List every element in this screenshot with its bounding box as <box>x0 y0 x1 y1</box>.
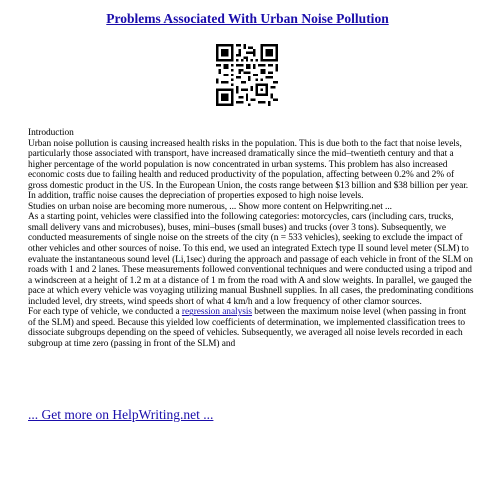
body-paragraph <box>28 307 474 349</box>
paragraph-text: between the maximum noise level (when passing in front of the SLM) and speed. Because this yielded low coefficients of determination, we implemented classification trees to dissociate subgroups depending on the speed of vehicles. Subsequently, we averaged all noise levels recorded in each subgroup at time zero (passing in front of the SLM) and <box>28 307 467 349</box>
body-paragraph: Studies on urban noise are becoming more numerous, ... Show more content on Helpwriting.net ... <box>28 201 392 212</box>
regression-analysis-link[interactable]: regression analysis <box>181 307 253 318</box>
body-paragraph: As a starting point, vehicles were classified into the following categories: motorcycles, cars (including cars, trucks, small delivery vans and microbuses), buses, mini–buses (small buses) and trucks (over 3 tons). Subsequently, we conducted measurements of single noise on the streets of the city (n = 533 vehicles), seeking to exclude the impact of other vehicles and other sources of noise. To this end, we used an integrated Extech type II sound level meter (SLM) to evaluate the instantaneous sound level (Li,1sec) during the approach and passage of each vehicle in front of the SLM on roads with 1 and 2 lanes. These measurements followed conventional techniques and were conducted using a tripod and a windscreen at a height of 1.2 m at a distance of 1 m from the road with A and slow weights. In parallel, we gauged the pace at which every vehicle was voyaging utilizing manual Bushnell supplies. In all cases, the predominating conditions included level, dry streets, wind speeds short of what 4 km/h and a low frequency of other clamor sources. <box>28 212 474 307</box>
document-title[interactable]: Problems Associated With Urban Noise Pollution <box>106 11 389 26</box>
body-paragraph: Urban noise pollution is causing increased health risks in the population. This is due both to the fact that noise levels, particularly those associated with transport, have increased dramatically since the mid–twentieth century and that a higher percentage of the world population is now concentrated in urban systems. This problem has also increased economic costs due to failing health and reduced productivity of the population, affecting between 0.2% and 2% of gross domestic product in the US. In the European Union, the costs range between $13 billion and $38 billion per year. In addition, traffic noise causes the depreciation of properties exposed to high noise levels. <box>28 138 469 202</box>
section-heading: Introduction <box>28 128 74 138</box>
paragraph-text: For each type of vehicle, we conducted a <box>28 307 182 318</box>
document-body <box>28 128 474 349</box>
get-more-link[interactable]: ... Get more on HelpWriting.net ... <box>28 407 214 422</box>
qr-code-icon <box>216 44 278 106</box>
